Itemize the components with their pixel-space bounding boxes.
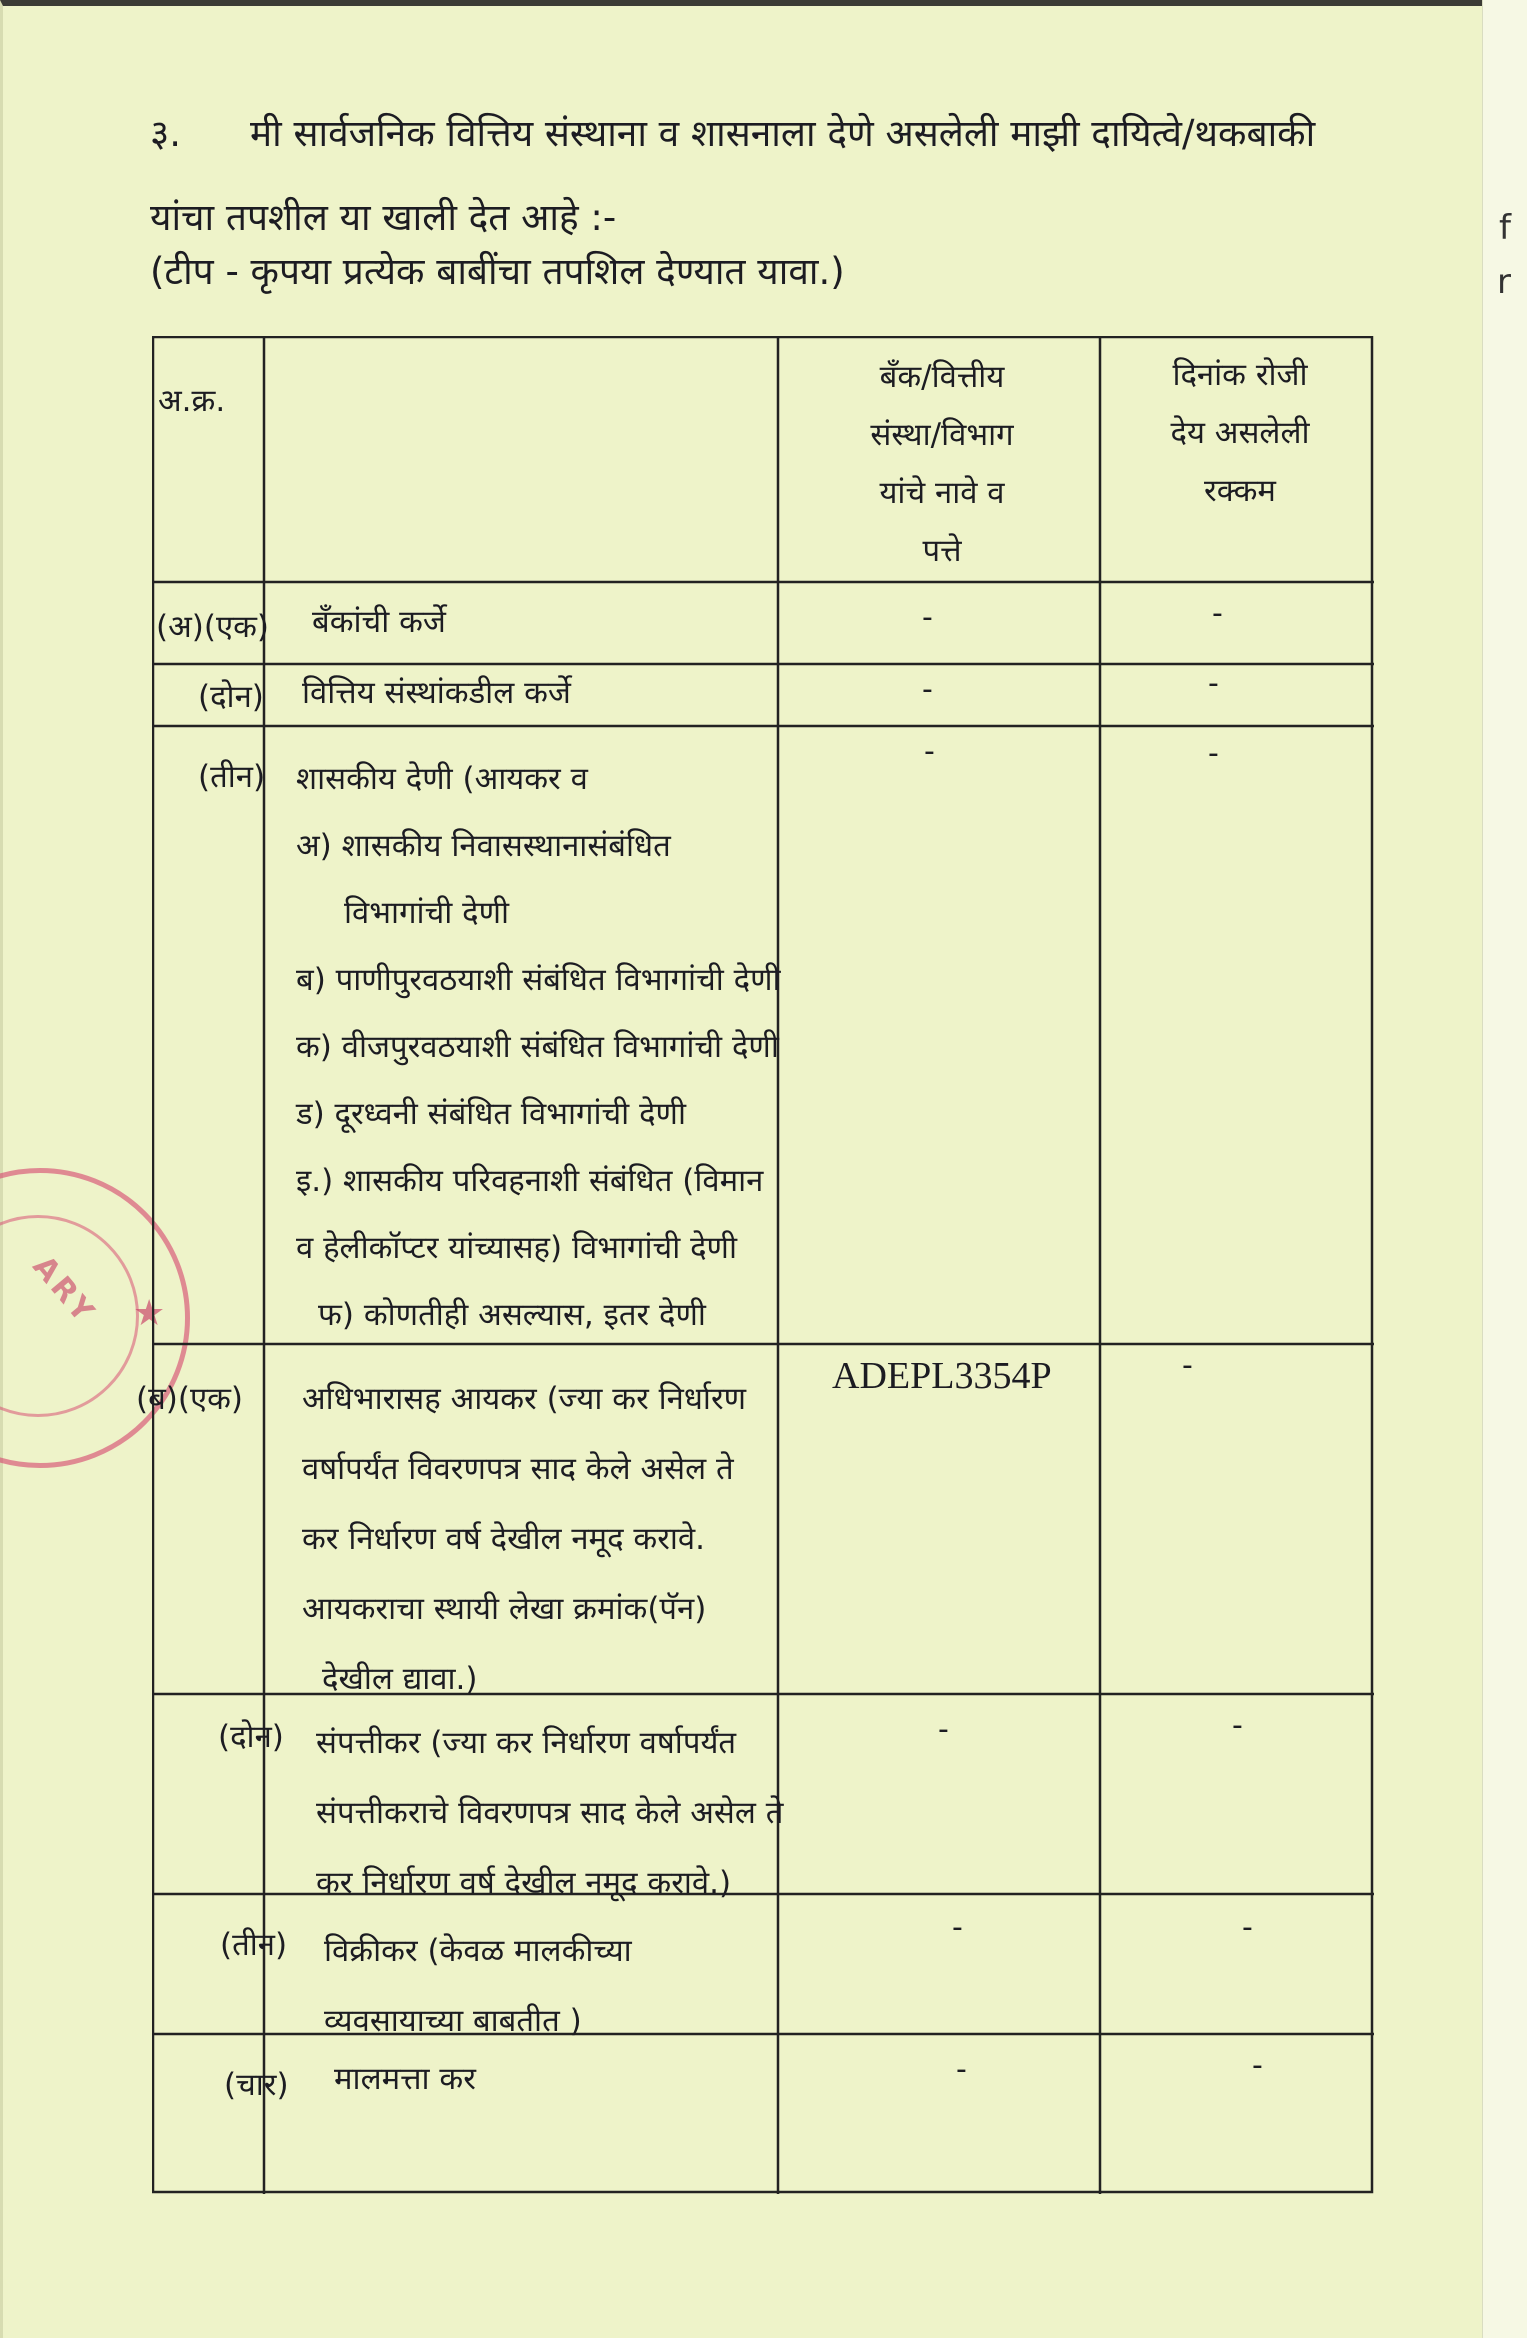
- description-line: देखील द्यावा.): [322, 1661, 478, 1697]
- header-bank-line: बँक/वित्तीय: [879, 359, 1005, 395]
- row-description: वित्तिय संस्थांकडील कर्जे: [302, 675, 571, 711]
- edge-letter: r: [1497, 262, 1511, 302]
- row-serial: (दोन): [218, 1719, 284, 1755]
- description-line: अधिभारासह आयकर (ज्या कर निर्धारण: [302, 1381, 747, 1417]
- note-line: (टीप - कृपया प्रत्येक बाबींचा तपशिल देण्यात यावा.): [150, 250, 845, 293]
- description-line: संपत्तीकराचे विवरणपत्र साद केले असेल ते: [316, 1795, 784, 1831]
- bank-value: -: [922, 672, 933, 707]
- amount-value: -: [1242, 1910, 1253, 1945]
- amount-value: -: [1252, 2048, 1263, 2083]
- stamp-text: ARY: [25, 1249, 103, 1332]
- row-description: मालमत्ता कर: [334, 2061, 476, 2097]
- bank-value: -: [952, 1910, 963, 1945]
- description-line: वर्षापर्यंत विवरणपत्र साद केले असेल ते: [302, 1451, 734, 1487]
- header-serial: अ.क्र.: [158, 383, 226, 419]
- header-bank-line: यांचे नावे व: [879, 475, 1005, 511]
- bank-value: -: [922, 600, 933, 635]
- header-bank: [792, 348, 1092, 580]
- liabilities-table: [136, 336, 1374, 2194]
- heading-text: मी सार्वजनिक वित्तिय संस्थाना व शासनाला देणे असलेली माझी दायित्वे/थकबाकी: [250, 112, 1316, 155]
- description-line: संपत्तीकर (ज्या कर निर्धारण वर्षापर्यंत: [316, 1725, 737, 1761]
- description-line: कर निर्धारण वर्ष देखील नमूद करावे.): [316, 1865, 732, 1901]
- row-description: [316, 1708, 783, 1918]
- description-line: व्यवसायाच्या बाबतीत ): [324, 2003, 582, 2039]
- heading-line-2: यांचा तपशील या खाली देत आहे :-: [150, 196, 617, 239]
- row-serial: (चार): [224, 2067, 289, 2103]
- header-amount-line: दिनांक रोजी: [1172, 357, 1308, 393]
- row-serial: (तीन): [198, 759, 266, 795]
- row-serial: (तीन): [220, 1927, 288, 1963]
- bank-value: -: [956, 2052, 967, 2087]
- row-serial: (दोन): [198, 679, 264, 715]
- header-bank-line: संस्था/विभाग: [870, 417, 1014, 453]
- description-line: विक्रीकर (केवळ मालकीच्या: [324, 1933, 632, 1969]
- amount-value: -: [1208, 666, 1219, 701]
- description-line: आयकराचा स्थायी लेखा क्रमांक(पॅन): [302, 1591, 707, 1627]
- description-line: कर निर्धारण वर्ष देखील नमूद करावे.: [302, 1521, 706, 1557]
- amount-value: -: [1182, 1348, 1193, 1383]
- bank-value: -: [924, 734, 935, 769]
- section-number: ३.: [150, 112, 182, 155]
- row-description: [324, 1916, 632, 2056]
- amount-value: -: [1208, 736, 1219, 771]
- description-line: ब) पाणीपुरवठयाशी संबंधित विभागांची देणी: [296, 962, 781, 998]
- description-line: अ) शासकीय निवासस्थानासंबंधित: [296, 828, 671, 864]
- description-line: फ) कोणतीही असल्यास, इतर देणी: [318, 1297, 706, 1333]
- description-line: ड) दूरध्वनी संबंधित विभागांची देणी: [296, 1096, 686, 1132]
- description-line: व हेलीकॉप्टर यांच्यासह) विभागांची देणी: [296, 1230, 737, 1266]
- pan-number: ADEPL3354P: [832, 1355, 1052, 1397]
- amount-value: -: [1232, 1708, 1243, 1743]
- header-amount: [1110, 346, 1370, 520]
- bank-value: -: [938, 1712, 949, 1747]
- description-line: क) वीजपुरवठयाशी संबंधित विभागांची देणी: [296, 1029, 779, 1065]
- stamp-star-icon: ★: [133, 1293, 166, 1334]
- description-line: इ.) शासकीय परिवहनाशी संबंधित (विमान: [296, 1163, 764, 1199]
- amount-value: -: [1212, 596, 1223, 631]
- adjacent-page-strip: [1482, 0, 1527, 2338]
- header-bank-line: पत्ते: [922, 533, 962, 569]
- heading-line-1: [150, 112, 1315, 156]
- row-description: [302, 1364, 746, 1714]
- header-amount-line: रक्कम: [1204, 473, 1276, 509]
- row-serial: (अ)(एक): [156, 609, 270, 645]
- description-line: विभागांची देणी: [344, 895, 510, 931]
- header-amount-line: देय असलेली: [1170, 415, 1310, 451]
- description-line: शासकीय देणी (आयकर व: [296, 761, 588, 797]
- row-description: [296, 746, 781, 1349]
- row-serial: (ब)(एक): [136, 1381, 244, 1417]
- row-description: बँकांची कर्जे: [312, 604, 446, 640]
- edge-letter: f: [1499, 208, 1511, 248]
